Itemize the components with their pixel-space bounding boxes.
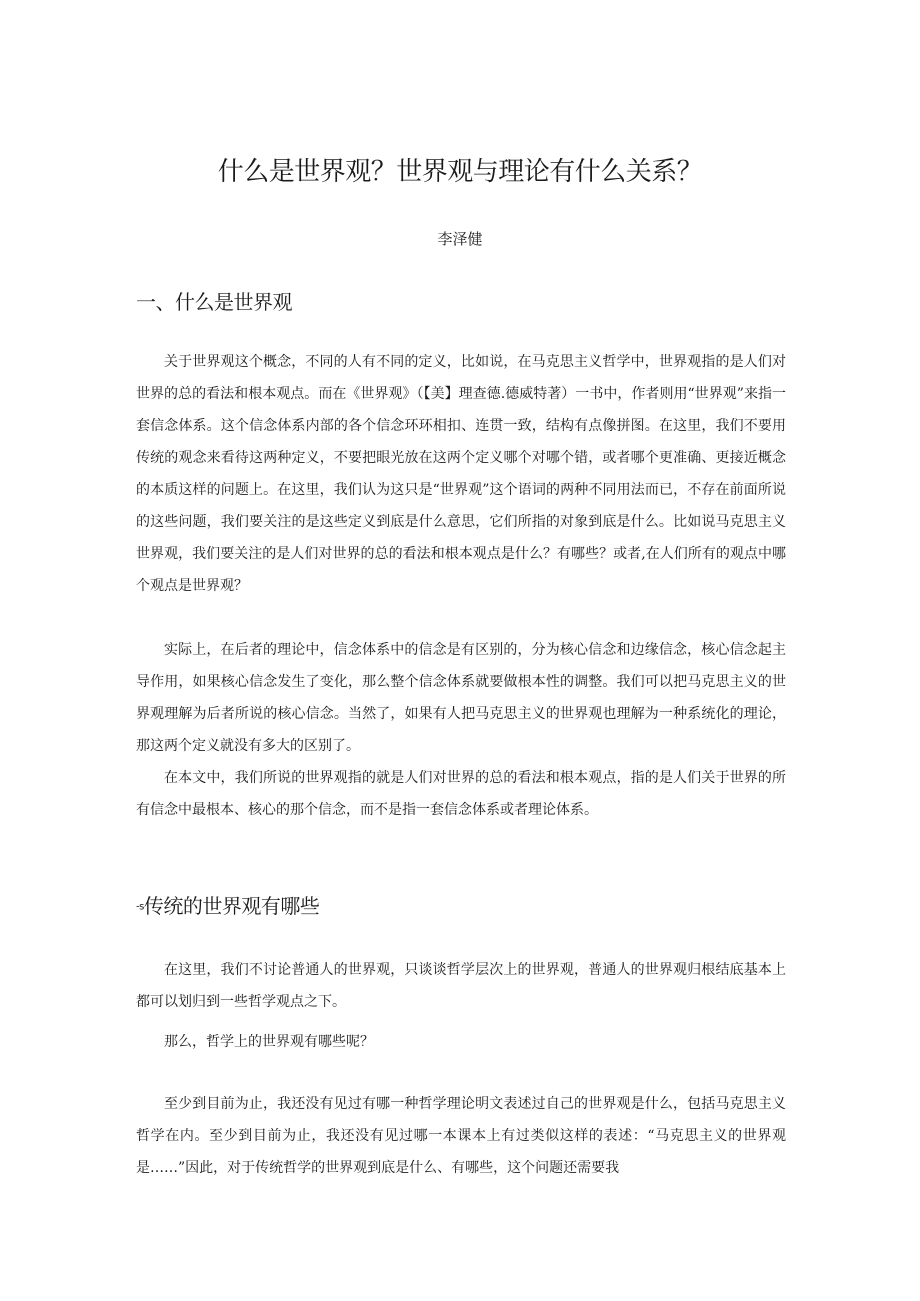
- heading-marker: -s: [136, 901, 144, 913]
- document-title: 什么是世界观？世界观与理论有什么关系？: [217, 157, 703, 187]
- section-heading-2-text: 传统的世界观有哪些: [143, 894, 320, 918]
- paragraph: 在这里，我们不讨论普通人的世界观，只谈谈哲学层次上的世界观，普通人的世界观归根结底基本上都可以划归到一些哲学观点之下。: [136, 962, 786, 1010]
- paragraph: 关于世界观这个概念，不同的人有不同的定义，比如说，在马克思主义哲学中，世界观指的是人们对世界的总的看法和根本观点。而在《世界观》（【美】理查德.德威特著）一书中，作者则用“世界观”来指一套信念体系。这个信念体系内部的各个信念环环相扣、连贯一致，结构有点像拼图。在这里，我们不要用传统的观念来看待这两种定义，不要把眼光放在这两个定义哪个对哪个错，或者哪个更准确、更接近概念的本质这样的问题上。在这里，我们认为这只是“世界观”这个语词的两种不同用法而已，不存在前面所说的这些问题，我们要关注的是这些定义到底是什么意思，它们所指的对象到底是什么。比如说马克思主义世界观，我们要关注的是人们对世界的总的看法和根本观点是什么？有哪些？或者,在人们所有的观点中哪个观点是世界观？: [136, 354, 786, 594]
- section-heading-2: [136, 892, 319, 922]
- section-heading-1: 一、什么是世界观: [136, 290, 292, 314]
- paragraph: 那么，哲学上的世界观有哪些呢？: [164, 1034, 374, 1050]
- paragraph: 实际上，在后者的理论中，信念体系中的信念是有区别的，分为核心信念和边缘信念，核心信念起主导作用，如果核心信念发生了变化，那么整个信念体系就要做根本性的调整。我们可以把马克思主义的世界观理解为后者所说的核心信念。当然了，如果有人把马克思主义的世界观也理解为一种系统化的理论，那这两个定义就没有多大的区别了。: [136, 642, 786, 754]
- paragraph: 在本文中，我们所说的世界观指的就是人们对世界的总的看法和根本观点，指的是人们关于世界的所有信念中最根本、核心的那个信念，而不是指一套信念体系或者理论体系。: [136, 770, 786, 818]
- paragraph: 至少到目前为止，我还没有见过有哪一种哲学理论明文表述过自己的世界观是什么，包括马克思主义哲学在内。至少到目前为止，我还没有见过哪一本课本上有过类似这样的表述：“马克思主义的世界观是……”因此，对于传统哲学的世界观到底是什么、有哪些，这个问题还需要我: [136, 1096, 786, 1176]
- author-name: 李泽健: [437, 230, 483, 248]
